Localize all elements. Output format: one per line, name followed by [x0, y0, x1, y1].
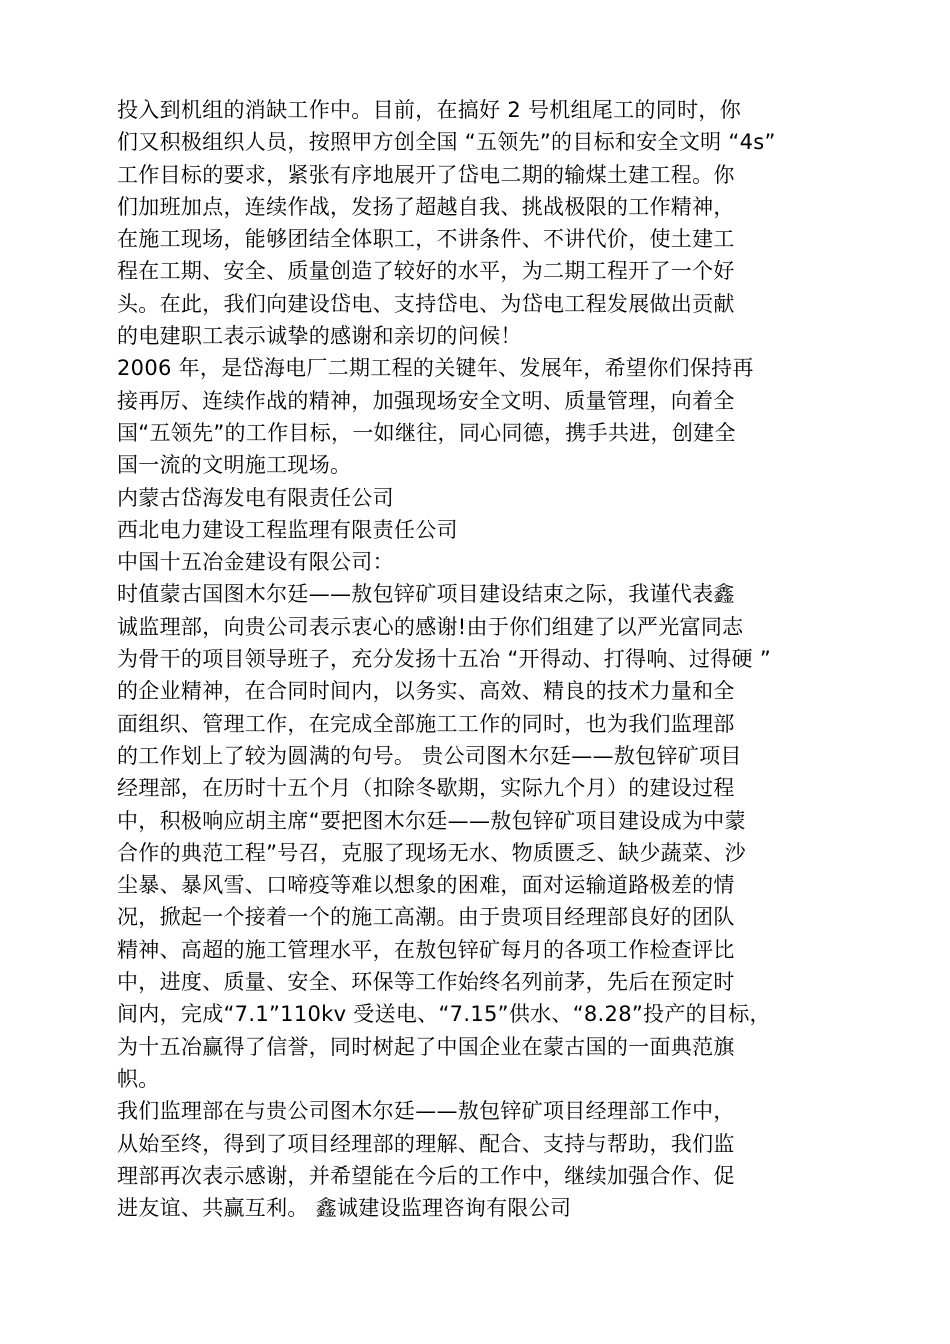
text-line: 面组织、管理工作，在完成全部施工工作的同时，也为我们监理部 — [117, 711, 735, 736]
text-line: 从始至终，得到了项目经理部的理解、配合、支持与帮助，我们监 — [117, 1131, 735, 1156]
text-line: 国一流的文明施工现场。 — [117, 453, 352, 478]
document-body — [117, 94, 852, 1224]
text-line: 中，进度、质量、安全、环保等工作始终名列前茅，先后在预定时 — [117, 970, 735, 995]
text-line: 为十五冶赢得了信誉，同时树起了中国企业在蒙古国的一面典范旗 — [117, 1034, 735, 1059]
text-line: 头。在此，我们向建设岱电、支持岱电、为岱电工程发展做出贡献 — [117, 291, 735, 316]
text-line: 合作的典范工程”号召，克服了现场无水、物质匮乏、缺少蔬菜、沙 — [117, 840, 746, 865]
text-line: 中国十五冶金建设有限公司： — [117, 550, 394, 575]
text-line: 2006 年，是岱海电厂二期工程的关键年、发展年，希望你们保持再 — [117, 356, 754, 381]
text-line: 时值蒙古国图木尔廷——敖包锌矿项目建设结束之际，我谨代表鑫 — [117, 582, 735, 607]
text-line: 的电建职工表示诚挚的感谢和亲切的问候！ — [117, 324, 522, 349]
text-line: 程在工期、安全、质量创造了较好的水平，为二期工程开了一个好 — [117, 259, 735, 284]
text-line: 们加班加点，连续作战，发扬了超越自我、挑战极限的工作精神， — [117, 194, 735, 219]
text-line: 接再厉、连续作战的精神，加强现场安全文明、质量管理，向着全 — [117, 388, 735, 413]
text-line: 理部再次表示感谢，并希望能在今后的工作中，继续加强合作、促 — [117, 1163, 735, 1188]
text-line: 进友谊、共赢互利。 鑫诚建设监理咨询有限公司 — [117, 1196, 572, 1221]
text-line: 们又积极组织人员，按照甲方创全国 “五领先”的目标和安全文明 “4s” — [117, 130, 776, 155]
text-line: 诚监理部，向贵公司表示衷心的感谢!由于你们组建了以严光富同志 — [117, 614, 744, 639]
text-line: 的工作划上了较为圆满的句号。 贵公司图木尔廷——敖包锌矿项目 — [117, 743, 742, 768]
text-line: 投入到机组的消缺工作中。目前，在搞好 2 号机组尾工的同时，你 — [117, 98, 742, 122]
text-line: 在施工现场，能够团结全体职工，不讲条件、不讲代价，使土建工 — [117, 227, 735, 252]
text-line: 尘暴、暴风雪、口啼疫等难以想象的困难，面对运输道路极差的情 — [117, 873, 735, 898]
text-line: 精神、高超的施工管理水平，在敖包锌矿每月的各项工作检查评比 — [117, 937, 735, 962]
text-line: 中，积极响应胡主席“要把图木尔廷——敖包锌矿项目建设成为中蒙 — [117, 808, 746, 833]
text-line: 经理部，在历时十五个月（扣除冬歇期，实际九个月）的建设过程 — [117, 776, 735, 801]
text-line: 间内，完成“7.1”110kv 受送电、“7.15”供水、“8.28”投产的目标， — [117, 1002, 771, 1027]
text-line: 内蒙古岱海发电有限责任公司 — [117, 485, 394, 510]
text-line: 为骨干的项目领导班子，充分发扬十五冶 “开得动、打得响、过得硬 ” — [117, 647, 772, 672]
text-line: 我们监理部在与贵公司图木尔廷——敖包锌矿项目经理部工作中， — [117, 1099, 735, 1124]
text-line: 帜。 — [117, 1066, 160, 1091]
text-line: 西北电力建设工程监理有限责任公司 — [117, 517, 458, 542]
text-line: 国“五领先”的工作目标，一如继往，同心同德，携手共进，创建全 — [117, 420, 736, 445]
text-line: 况，掀起一个接着一个的施工高潮。由于贵项目经理部良好的团队 — [117, 905, 735, 930]
text-line: 的企业精神，在合同时间内，以务实、高效、精良的技术力量和全 — [117, 679, 735, 704]
text-line: 工作目标的要求，紧张有序地展开了岱电二期的输煤土建工程。你 — [117, 162, 735, 187]
